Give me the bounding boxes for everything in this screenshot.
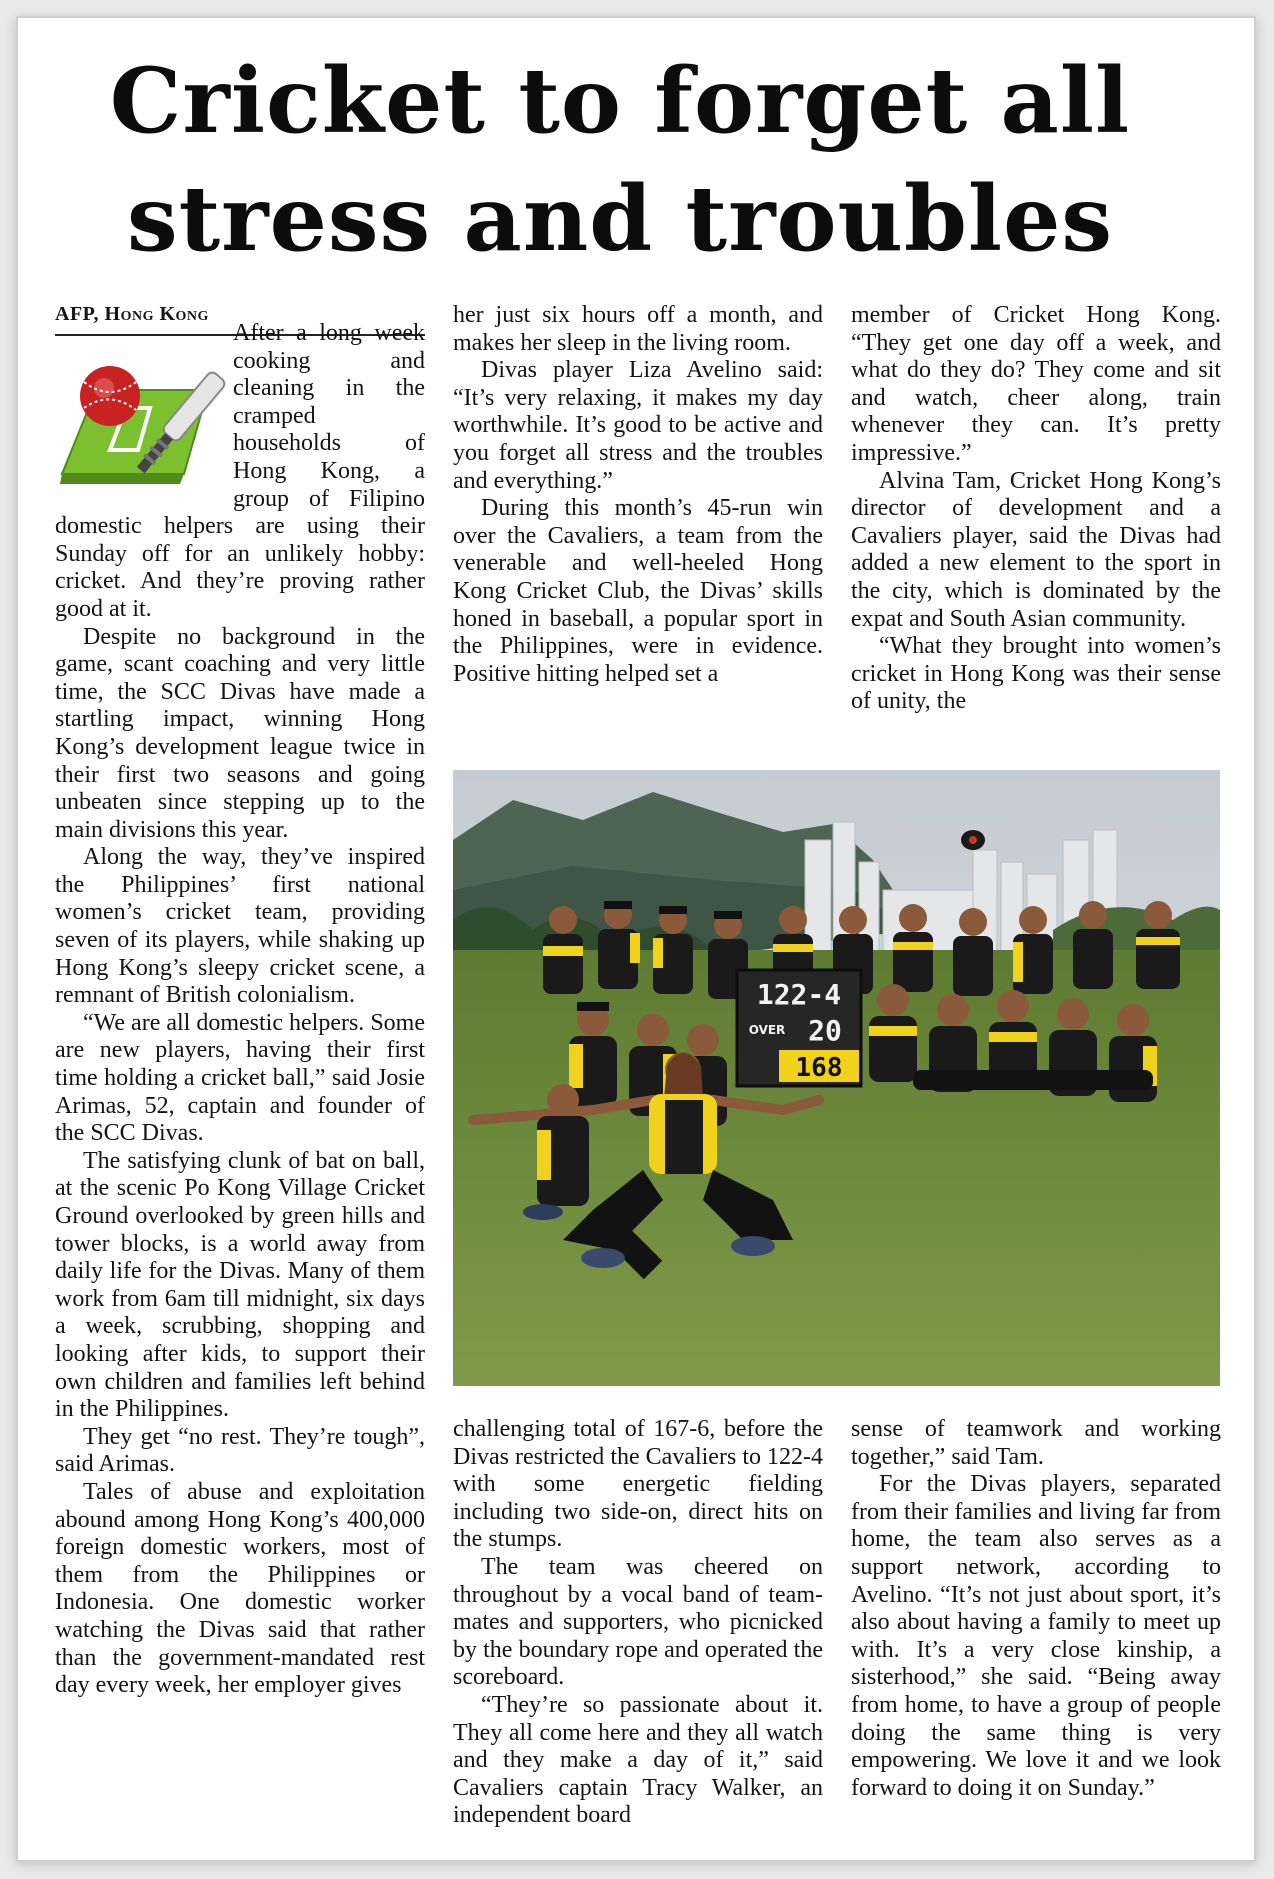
headline-line-1: Cricket to forget all [109,48,1131,154]
paragraph: Despite no background in the game, scant coaching and very little time, the SCC Divas have made a startling impact, winning Hong Kong’s development league twice in their first two seasons and going unbeaten since stepping up to the main divisions this year. [55,623,425,843]
paragraph: member of Cricket Hong Kong. “They get one day off a week, and what do they do? They come and sit and watch, cheer along, train whenever they can. It’s pretty impressive.” [851,302,1221,466]
paragraph: “What they brought into women’s cricket in Hong Kong was their sense of unity, the [851,633,1221,715]
scoreboard-overs: 20 [808,1014,842,1047]
article-column-1 [55,320,425,1700]
paragraph: sense of teamwork and working together,” said Tam. [851,1416,1221,1470]
scoreboard-total: 122-4 [756,978,842,1011]
paragraph: “They’re so passionate about it. They all come here and they all watch and they make a day of it,” said Cavaliers captain Tracy Walker, an independent board [453,1691,823,1829]
byline: AFP, Hong Kong [55,303,209,325]
paragraph: Along the way, they’ve inspired the Philippines’ first national women’s cricket team, providing seven of its players, while shaking up Hong Kong’s sleepy cricket scene, a remnant of British colonialism. [55,844,425,1009]
article-column-3 [851,302,1221,716]
scoreboard [737,970,861,1086]
headline [0,42,1240,278]
team-photo [453,770,1220,1386]
paragraph: The team was cheered on throughout by a vocal band of team-mates and supporters, who picnicked by the boundary rope and operated the scoreboard. [453,1553,823,1691]
paragraph: Divas player Liza Avelino said: “It’s very relaxing, it makes my day worthwhile. It’s good to be active and you forget all stress and the troubles and everything.” [453,357,823,494]
paragraph: “We are all domestic helpers. Some are new players, having their first time holding a cricket ball,” said Josie Arimas, 52, captain and founder of the SCC Divas. [55,1009,425,1147]
paragraph: For the Divas players, separated from their families and living far from home, the team also serves as a support network, according to Avelino. “It’s not just about sport, it’s also about having a family to meet up with. It’s a very close kinship, a sisterhood,” she said. “Being away from home, to have a group of people doing the same thing is very empowering. We love it and we look forward to doing it on Sunday.” [851,1471,1221,1801]
paragraph: The satisfying clunk of bat on ball, at the scenic Po Kong Village Cricket Ground overlooked by green hills and tower blocks, is a world away from daily life for the Divas. Many of them work from 6am till midnight, six days a week, scrubbing, shopping and looking after kids, to support their own children and families left behind in the Philippines. [55,1147,425,1423]
headline-line-2: stress and troubles [126,166,1114,272]
article-column-3-continued [851,1416,1221,1802]
paragraph: challenging total of 167-6, before the Divas restricted the Cavaliers to 122-4 with some energetic fielding including two side-on, direct hits on the stumps. [453,1416,823,1553]
paragraph: Tales of abuse and exploitation abound among Hong Kong’s 400,000 foreign domestic workers, most of them from the Philippines or Indonesia. One domestic worker watching the Divas said that rather than the government-mandated rest day every week, her employer gives [55,1478,425,1699]
article-column-2 [453,302,823,688]
article-column-2-continued [453,1416,823,1830]
team-photo-illustration [453,770,1220,1386]
icon-float-space [55,302,233,496]
paragraph: They get “no rest. They’re tough”, said Arimas. [55,1423,425,1478]
scoreboard-over-label: OVER [748,1023,786,1037]
paragraph: her just six hours off a month, and makes her sleep in the living room. [453,302,823,356]
paragraph: Alvina Tam, Cricket Hong Kong’s director of development and a Cavaliers player, said the Divas had added a new element to the sport in the city, which is dominated by the expat and South Asian community. [851,467,1221,632]
paragraph: After a long week cooking and cleaning in the cramped households of Hong Kong, a group of Filipino domestic helpers are using their Sunday off for an unlikely hobby: cricket. And they’re proving rather good at it. [55,320,425,622]
scoreboard-target: 168 [795,1053,843,1083]
paragraph: During this month’s 45-run win over the Cavaliers, a team from the venerable and well-heeled Hong Kong Cricket Club, the Divas’ skills honed in baseball, a popular sport in the Philippines, were in evidence. Positive hitting helped set a [453,495,823,687]
